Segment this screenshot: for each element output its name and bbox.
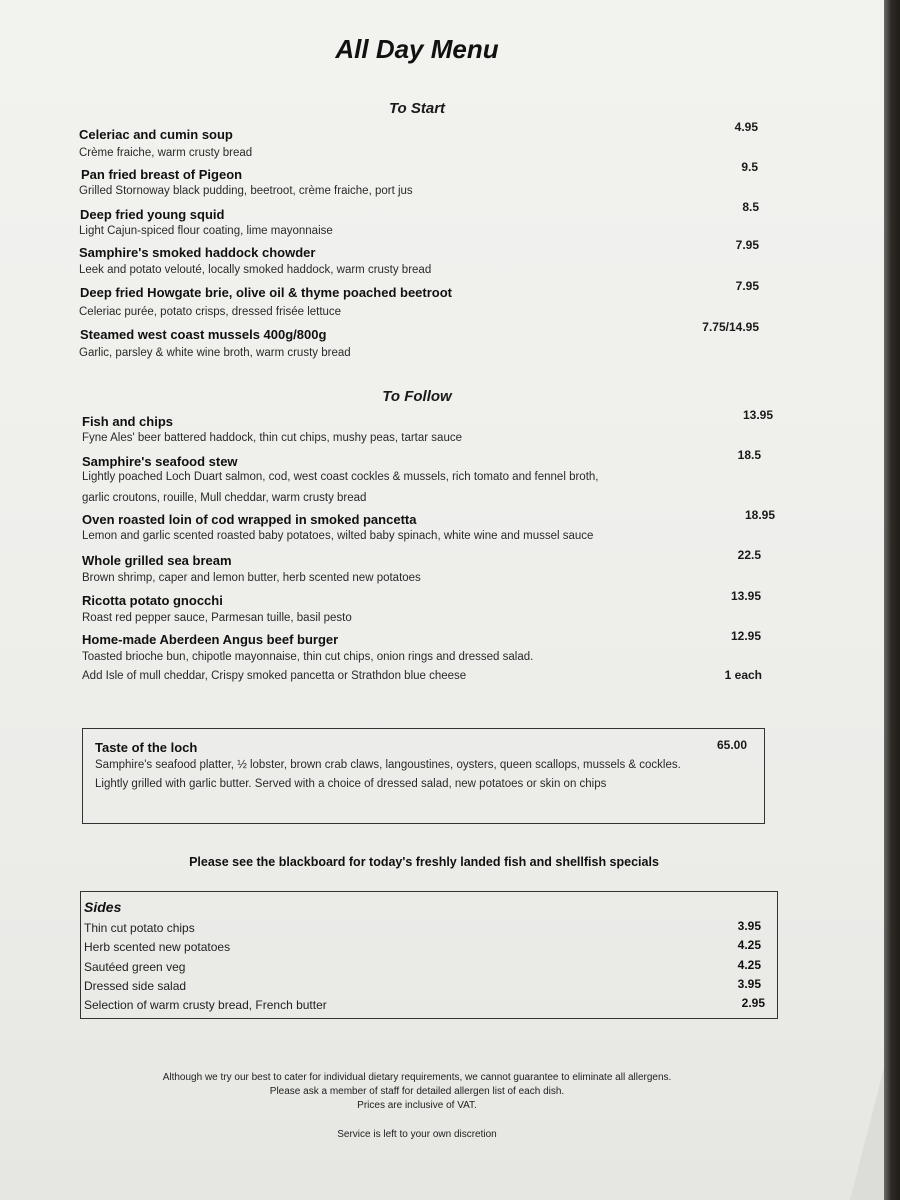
add-on-price: 1 each: [724, 668, 762, 682]
special-name: Taste of the loch: [95, 740, 198, 755]
side-item-name: Thin cut potato chips: [84, 921, 195, 935]
dish-price: 8.5: [742, 200, 759, 214]
dish-name: Deep fried young squid: [80, 207, 225, 222]
dish-description: Fyne Ales' beer battered haddock, thin cut chips, mushy peas, tartar sauce: [82, 432, 462, 444]
sides-heading: Sides: [84, 899, 122, 915]
dish-price: 7.95: [735, 279, 759, 293]
dish-description: Celeriac purée, potato crisps, dressed frisée lettuce: [79, 306, 342, 318]
section-heading-mains: To Follow: [382, 388, 452, 405]
dish-description: Grilled Stornoway black pudding, beetroot, crème fraiche, port jus: [79, 185, 413, 197]
special-description: Samphire's seafood platter, ½ lobster, brown crab claws, langoustines, oysters, queen scallops, mussels & cockles.: [95, 759, 681, 771]
page-corner-fold: [850, 1060, 886, 1200]
dish-name: Oven roasted loin of cod wrapped in smoked pancetta: [82, 512, 417, 527]
dish-name: Pan fried breast of Pigeon: [81, 167, 243, 182]
side-item-price: 2.95: [741, 996, 765, 1010]
dish-description: Brown shrimp, caper and lemon butter, herb scented new potatoes: [82, 572, 421, 584]
side-item-price: 3.95: [737, 919, 761, 933]
special-description-continued: Lightly grilled with garlic butter. Served with a choice of dressed salad, new potatoes or skin on chips: [95, 778, 607, 790]
dish-price: 4.95: [734, 120, 758, 134]
dish-price: 9.5: [741, 160, 758, 174]
allergen-note-continued: Please ask a member of staff for detailed allergen list of each dish.: [269, 1086, 565, 1097]
dish-name: Home-made Aberdeen Angus beef burger: [82, 632, 339, 647]
dish-name: Whole grilled sea bream: [82, 553, 232, 568]
section-heading-starters: To Start: [388, 100, 446, 117]
vat-note: Prices are inclusive of VAT.: [357, 1100, 477, 1111]
special-price: 65.00: [716, 738, 747, 752]
dish-description: Toasted brioche bun, chipotle mayonnaise, thin cut chips, onion rings and dressed salad.: [82, 651, 534, 663]
sides-box: [80, 891, 778, 1019]
dish-description: Light Cajun-spiced flour coating, lime mayonnaise: [79, 225, 333, 237]
dish-price: 7.95: [735, 238, 759, 252]
side-item-price: 4.25: [737, 958, 761, 972]
burger-add-ons: Add Isle of mull cheddar, Crispy smoked pancetta or Strathdon blue cheese: [82, 670, 467, 682]
background-edge: [884, 0, 900, 1200]
side-item-name: Herb scented new potatoes: [84, 940, 231, 954]
service-note: Service is left to your own discretion: [337, 1129, 497, 1140]
dish-description: Lightly poached Loch Duart salmon, cod, west coast cockles & mussels, rich tomato and fennel broth,: [82, 471, 599, 483]
dish-description: Roast red pepper sauce, Parmesan tuille, basil pesto: [82, 612, 352, 624]
special-platter-box: [82, 728, 765, 824]
dish-name: Samphire's smoked haddock chowder: [79, 245, 316, 260]
dish-price: 13.95: [730, 589, 761, 603]
side-item-price: 3.95: [737, 977, 761, 991]
dish-description: Garlic, parsley & white wine broth, warm crusty bread: [79, 347, 351, 359]
dish-price: 22.5: [737, 548, 761, 562]
dish-name: Celeriac and cumin soup: [79, 127, 233, 142]
side-item-name: Dressed side salad: [84, 979, 187, 993]
dish-name: Ricotta potato gnocchi: [82, 593, 223, 608]
dish-price: 7.75/14.95: [702, 320, 759, 334]
dish-price: 18.95: [744, 508, 775, 522]
allergen-note: Although we try our best to cater for individual dietary requirements, we cannot guarantee to eliminate all allergens.: [162, 1072, 672, 1083]
dish-description: Leek and potato velouté, locally smoked haddock, warm crusty bread: [79, 264, 432, 276]
side-item-name: Selection of warm crusty bread, French butter: [84, 998, 327, 1012]
dish-name: Steamed west coast mussels 400g/800g: [80, 327, 327, 342]
dish-description-continued: garlic croutons, rouille, Mull cheddar, warm crusty bread: [82, 492, 367, 504]
dish-name: Samphire's seafood stew: [82, 454, 238, 469]
dish-price: 13.95: [742, 408, 773, 422]
side-item-price: 4.25: [737, 938, 761, 952]
dish-description: Crème fraiche, warm crusty bread: [79, 147, 253, 159]
dish-description: Lemon and garlic scented roasted baby potatoes, wilted baby spinach, white wine and mussel sauce: [82, 530, 594, 542]
dish-price: 12.95: [730, 629, 761, 643]
dish-name: Deep fried Howgate brie, olive oil & thyme poached beetroot: [80, 285, 453, 300]
page-title: All Day Menu: [335, 34, 499, 64]
side-item-name: Sautéed green veg: [84, 960, 186, 974]
dish-name: Fish and chips: [82, 414, 174, 429]
blackboard-note: Please see the blackboard for today's freshly landed fish and shellfish specials: [189, 855, 659, 869]
dish-price: 18.5: [737, 448, 761, 462]
